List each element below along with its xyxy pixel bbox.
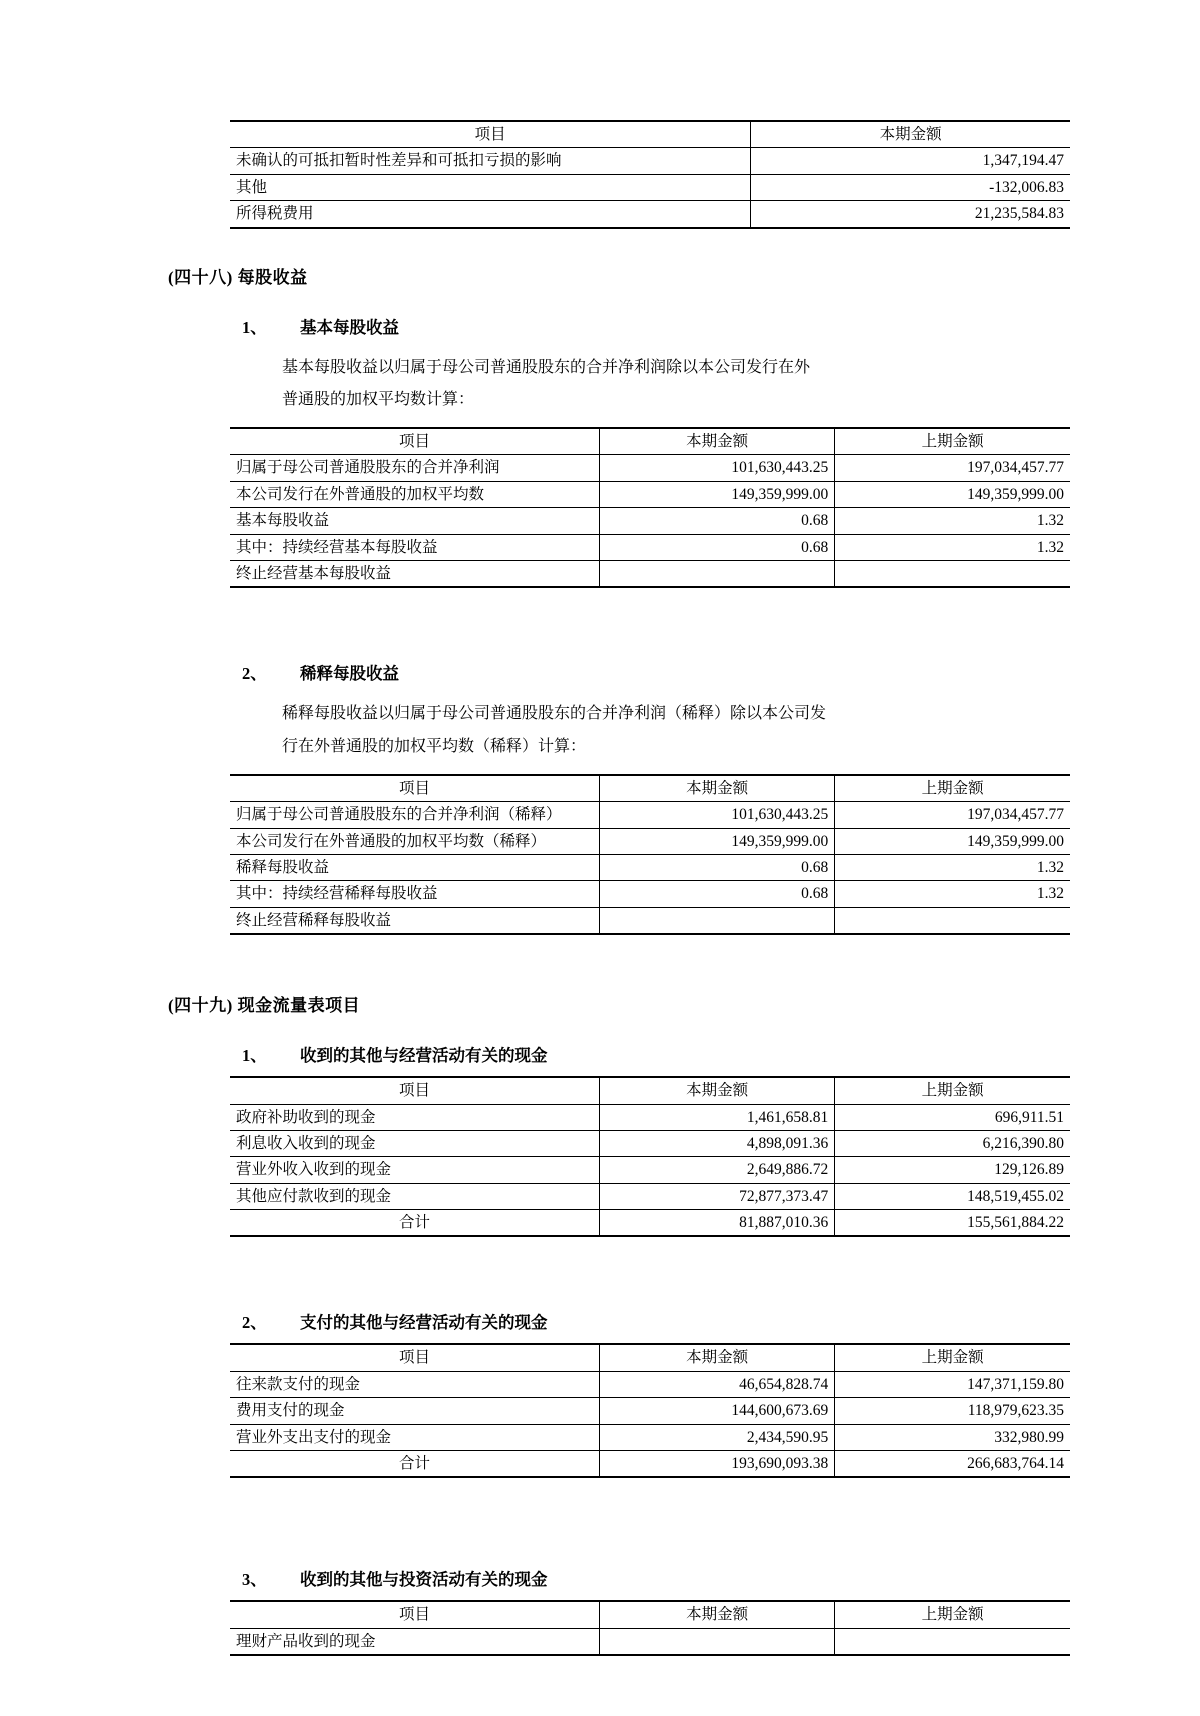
table-diluted-eps-wrapper [230, 774, 1070, 935]
table-other-cash-received-operating-wrapper [230, 1076, 1070, 1237]
table-row-total [230, 1210, 1070, 1237]
paragraph-diluted-eps [282, 698, 1070, 764]
column-header-item: 项目 [230, 428, 600, 455]
table-row-total [230, 1450, 1070, 1477]
table-row [230, 1104, 1070, 1130]
row-current-amount: 1,347,194.47 [751, 148, 1070, 174]
row-label: 其他应付款收到的现金 [230, 1183, 600, 1209]
section-heading-cashflow [168, 991, 1070, 1016]
table-row [230, 1183, 1070, 1209]
table-row [230, 1371, 1070, 1397]
spacer [130, 1478, 1070, 1540]
table-row [230, 828, 1070, 854]
table-other-cash-paid-operating-wrapper [230, 1343, 1070, 1478]
table-row [230, 481, 1070, 507]
table-row [230, 855, 1070, 881]
row-prior-amount: 266,683,764.14 [835, 1450, 1070, 1477]
row-current-amount: 144,600,673.69 [600, 1398, 835, 1424]
row-label: 其中：持续经营基本每股收益 [230, 534, 600, 560]
table-row [230, 174, 1070, 200]
row-prior-amount: 197,034,457.77 [835, 802, 1070, 828]
row-label: 费用支付的现金 [230, 1398, 600, 1424]
row-label: 往来款支付的现金 [230, 1371, 600, 1397]
row-current-amount: 4,898,091.36 [600, 1130, 835, 1156]
column-header-item: 项目 [230, 1077, 600, 1104]
table-row [230, 560, 1070, 587]
row-label: 合计 [230, 1210, 600, 1237]
row-prior-amount: 149,359,999.00 [835, 481, 1070, 507]
row-current-amount: 2,649,886.72 [600, 1157, 835, 1183]
row-label: 其中：持续经营稀释每股收益 [230, 881, 600, 907]
subsection-heading-cash-received-investing [242, 1566, 1070, 1590]
row-prior-amount: 696,911.51 [835, 1104, 1070, 1130]
paragraph-line-2: 普通股的加权平均数计算： [282, 391, 475, 409]
row-current-amount: 2,434,590.95 [600, 1424, 835, 1450]
row-current-amount: 0.68 [600, 508, 835, 534]
row-label: 未确认的可抵扣暂时性差异和可抵扣亏损的影响 [230, 148, 751, 174]
row-prior-amount: 118,979,623.35 [835, 1398, 1070, 1424]
row-label: 利息收入收到的现金 [230, 1130, 600, 1156]
subsection-title: 基本每股收益 [300, 317, 399, 337]
row-prior-amount: 149,359,999.00 [835, 828, 1070, 854]
table-row [230, 455, 1070, 481]
subsection-title: 支付的其他与经营活动有关的现金 [300, 1313, 548, 1333]
subsection-number: 2、 [242, 1313, 267, 1333]
row-prior-amount: 148,519,455.02 [835, 1183, 1070, 1209]
table-row [230, 1424, 1070, 1450]
row-prior-amount: 197,034,457.77 [835, 455, 1070, 481]
table-other-cash-paid-operating [230, 1343, 1070, 1478]
row-label: 归属于母公司普通股股东的合并净利润 [230, 455, 600, 481]
spacer [130, 588, 1070, 634]
row-label: 营业外支出支付的现金 [230, 1424, 600, 1450]
section-number: (四十九) [168, 996, 233, 1016]
row-label: 合计 [230, 1450, 600, 1477]
row-label: 营业外收入收到的现金 [230, 1157, 600, 1183]
row-prior-amount: 155,561,884.22 [835, 1210, 1070, 1237]
table-header-row [230, 1077, 1070, 1104]
column-header-current: 本期金额 [600, 775, 835, 802]
table-row [230, 148, 1070, 174]
row-current-amount: 149,359,999.00 [600, 481, 835, 507]
row-label: 本公司发行在外普通股的加权平均数（稀释） [230, 828, 600, 854]
section-number: (四十八) [168, 267, 233, 287]
table-diluted-eps [230, 774, 1070, 935]
table-row [230, 907, 1070, 934]
column-header-prior: 上期金额 [835, 1077, 1070, 1104]
section-heading-eps [168, 263, 1070, 288]
table-row [230, 802, 1070, 828]
table-header-row [230, 1344, 1070, 1371]
row-label: 稀释每股收益 [230, 855, 600, 881]
row-label: 其他 [230, 174, 751, 200]
column-header-item: 项目 [230, 1601, 600, 1628]
table-basic-eps [230, 427, 1070, 588]
row-current-amount: 81,887,010.36 [600, 1210, 835, 1237]
subsection-number: 1、 [242, 317, 267, 337]
row-current-amount: 0.68 [600, 881, 835, 907]
table-header-row [230, 121, 1070, 148]
table-row [230, 534, 1070, 560]
subsection-title: 收到的其他与经营活动有关的现金 [300, 1046, 548, 1066]
table-tax-expense-wrapper [230, 120, 1070, 229]
table-header-row [230, 428, 1070, 455]
table-other-cash-received-investing-wrapper [230, 1600, 1070, 1656]
row-current-amount: 149,359,999.00 [600, 828, 835, 854]
subsection-heading-cash-paid-operating [242, 1309, 1070, 1333]
table-header-row [230, 775, 1070, 802]
subsection-number: 1、 [242, 1046, 267, 1066]
column-header-current: 本期金额 [600, 1601, 835, 1628]
row-prior-amount: 1.32 [835, 855, 1070, 881]
row-current-amount [600, 560, 835, 587]
subsection-title: 收到的其他与投资活动有关的现金 [300, 1570, 548, 1590]
row-prior-amount: 1.32 [835, 508, 1070, 534]
row-prior-amount: 332,980.99 [835, 1424, 1070, 1450]
row-current-amount: 101,630,443.25 [600, 455, 835, 481]
row-label: 终止经营稀释每股收益 [230, 907, 600, 934]
column-header-current: 本期金额 [751, 121, 1070, 148]
row-label: 所得税费用 [230, 201, 751, 228]
column-header-prior: 上期金额 [835, 1344, 1070, 1371]
row-prior-amount: 1.32 [835, 534, 1070, 560]
table-row [230, 1130, 1070, 1156]
table-other-cash-received-operating [230, 1076, 1070, 1237]
section-title: 现金流量表项目 [237, 996, 361, 1016]
table-row [230, 1157, 1070, 1183]
row-current-amount [600, 907, 835, 934]
subsection-heading-basic-eps [242, 314, 1070, 338]
row-prior-amount: 129,126.89 [835, 1157, 1070, 1183]
row-current-amount: 1,461,658.81 [600, 1104, 835, 1130]
column-header-prior: 上期金额 [835, 1601, 1070, 1628]
subsection-title: 稀释每股收益 [300, 664, 399, 684]
table-other-cash-received-investing [230, 1600, 1070, 1656]
table-row [230, 508, 1070, 534]
subsection-heading-diluted-eps [242, 660, 1070, 684]
row-prior-amount: 147,371,159.80 [835, 1371, 1070, 1397]
subsection-heading-cash-received-operating [242, 1042, 1070, 1066]
row-current-amount: -132,006.83 [751, 174, 1070, 200]
column-header-item: 项目 [230, 775, 600, 802]
table-row [230, 881, 1070, 907]
row-current-amount: 193,690,093.38 [600, 1450, 835, 1477]
column-header-current: 本期金额 [600, 1344, 835, 1371]
table-row [230, 1628, 1070, 1655]
row-prior-amount [835, 560, 1070, 587]
row-current-amount: 46,654,828.74 [600, 1371, 835, 1397]
paragraph-line-2: 行在外普通股的加权平均数（稀释）计算： [282, 738, 587, 756]
paragraph-line-1: 基本每股收益以归属于母公司普通股股东的合并净利润除以本公司发行在外 [282, 358, 811, 376]
row-label: 本公司发行在外普通股的加权平均数 [230, 481, 600, 507]
table-basic-eps-wrapper [230, 427, 1070, 588]
row-current-amount: 0.68 [600, 855, 835, 881]
row-prior-amount [835, 1628, 1070, 1655]
row-current-amount: 72,877,373.47 [600, 1183, 835, 1209]
subsection-number: 3、 [242, 1570, 267, 1590]
subsection-number: 2、 [242, 664, 267, 684]
row-label: 基本每股收益 [230, 508, 600, 534]
paragraph-line-1: 稀释每股收益以归属于母公司普通股股东的合并净利润（稀释）除以本公司发 [282, 705, 827, 723]
column-header-current: 本期金额 [600, 428, 835, 455]
row-current-amount: 21,235,584.83 [751, 201, 1070, 228]
row-prior-amount [835, 907, 1070, 934]
page-content [130, 120, 1070, 1656]
row-label: 政府补助收到的现金 [230, 1104, 600, 1130]
column-header-item: 项目 [230, 121, 751, 148]
column-header-prior: 上期金额 [835, 428, 1070, 455]
row-label: 终止经营基本每股收益 [230, 560, 600, 587]
row-label: 理财产品收到的现金 [230, 1628, 600, 1655]
table-row [230, 201, 1070, 228]
row-prior-amount: 6,216,390.80 [835, 1130, 1070, 1156]
row-prior-amount: 1.32 [835, 881, 1070, 907]
table-tax-expense [230, 120, 1070, 229]
table-row [230, 1398, 1070, 1424]
row-label: 归属于母公司普通股股东的合并净利润（稀释） [230, 802, 600, 828]
row-current-amount [600, 1628, 835, 1655]
section-title: 每股收益 [237, 267, 308, 287]
column-header-current: 本期金额 [600, 1077, 835, 1104]
table-header-row [230, 1601, 1070, 1628]
column-header-item: 项目 [230, 1344, 600, 1371]
column-header-prior: 上期金额 [835, 775, 1070, 802]
spacer [130, 1237, 1070, 1283]
row-current-amount: 0.68 [600, 534, 835, 560]
paragraph-basic-eps [282, 352, 1070, 418]
row-current-amount: 101,630,443.25 [600, 802, 835, 828]
